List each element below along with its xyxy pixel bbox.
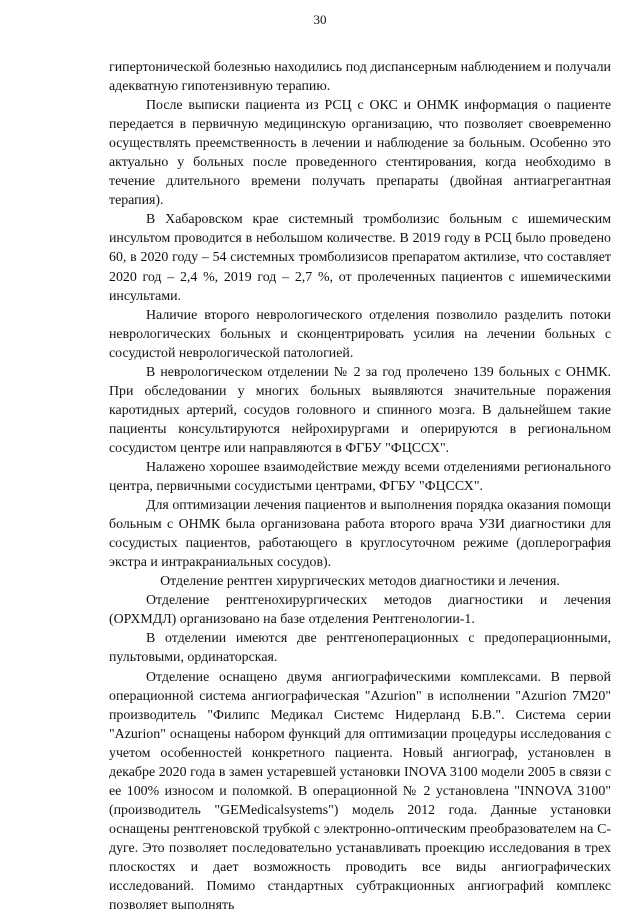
paragraph: В неврологическом отделении № 2 за год пролечено 139 больных с ОНМК. При обследовании у многих больных выявляются значительные поражения каротидных артерий, сосудов головного и спинного мозга. В дальнейшем такие пациенты консультируются нейрохирургами и оперируются в региональном сосудистом центре или направляются в ФГБУ "ФЦССХ". xyxy=(109,363,611,458)
page-number: 30 xyxy=(0,12,640,28)
paragraph: Наличие второго неврологического отделения позволило разделить потоки неврологических больных и сконцентрировать усилия на лечении больных с сосудистой неврологической патологией. xyxy=(109,306,611,363)
paragraph: После выписки пациента из РСЦ с ОКС и ОНМК информация о пациенте передается в первичную медицинскую организацию, что позволяет своевременно осуществлять преемственность в лечении и наблюдение за больным. Особенно это актуально у больных после проведенного стентирования, когда необходимо в течение длительного времени получать препараты (двойная антиагрегантная терапия). xyxy=(109,96,611,210)
paragraph: Налажено хорошее взаимодействие между всеми отделениями регионального центра, первичными сосудистыми центрами, ФГБУ "ФЦССХ". xyxy=(109,458,611,496)
paragraph: Отделение оснащено двумя ангиографическими комплексами. В первой операционной система ангиографическая "Azurion" в исполнении "Azurion 7M20" производитель "Филипс Медикал Системс Нидерланд Б.В.". Система серии "Azurion" оснащены набором функций для оптимизации процедуры исследования с учетом особенностей конкретного пациента. Новый ангиограф, установлен в декабре 2020 года в замен устаревшей установки INOVA 3100 модели 2005 в связи с ее 100% износом и поломкой. В операционной № 2 установлена "INNOVA 3100" (производитель "GEMedicalsystems") модель 2012 года. Данные установки оснащены рентгеновской трубкой с электронно-оптическим преобразователем на С-дуге. Это позволяет последовательно устанавливать проекцию исследования в трех плоскостях и дает возможность проводить все виды ангиографических исследований. Помимо стандартных субтракционных ангиографий комплекс позволяет выполнять xyxy=(109,668,611,915)
paragraph: В Хабаровском крае системный тромболизис больным с ишемическим инсультом проводится в небольшом количестве. В 2019 году в РСЦ было проведено 60, в 2020 году – 54 системных тромболизисов препаратом актилизе, что составляет 2020 год – 2,4 %, 2019 год – 2,7 %, от пролеченных пациентов с ишемическими инсультами. xyxy=(109,210,611,305)
paragraph: гипертонической болезнью находились под диспансерным наблюдением и получали адекватную гипотензивную терапию. xyxy=(109,58,611,96)
paragraph: Отделение рентгенохирургических методов диагностики и лечения (ОРХМДЛ) организовано на базе отделения Рентгенологии-1. xyxy=(109,591,611,629)
body-text xyxy=(109,58,611,915)
paragraph: В отделении имеются две рентгеноперационных с предоперационными, пультовыми, ординаторская. xyxy=(109,629,611,667)
section-heading: Отделение рентген хирургических методов диагностики и лечения. xyxy=(109,572,611,591)
paragraph: Для оптимизации лечения пациентов и выполнения порядка оказания помощи больным с ОНМК была организована работа второго врача УЗИ диагностики для сосудистых пациентов, работающего в круглосуточном режиме (доплерография экстра и интракраниальных сосудов). xyxy=(109,496,611,572)
